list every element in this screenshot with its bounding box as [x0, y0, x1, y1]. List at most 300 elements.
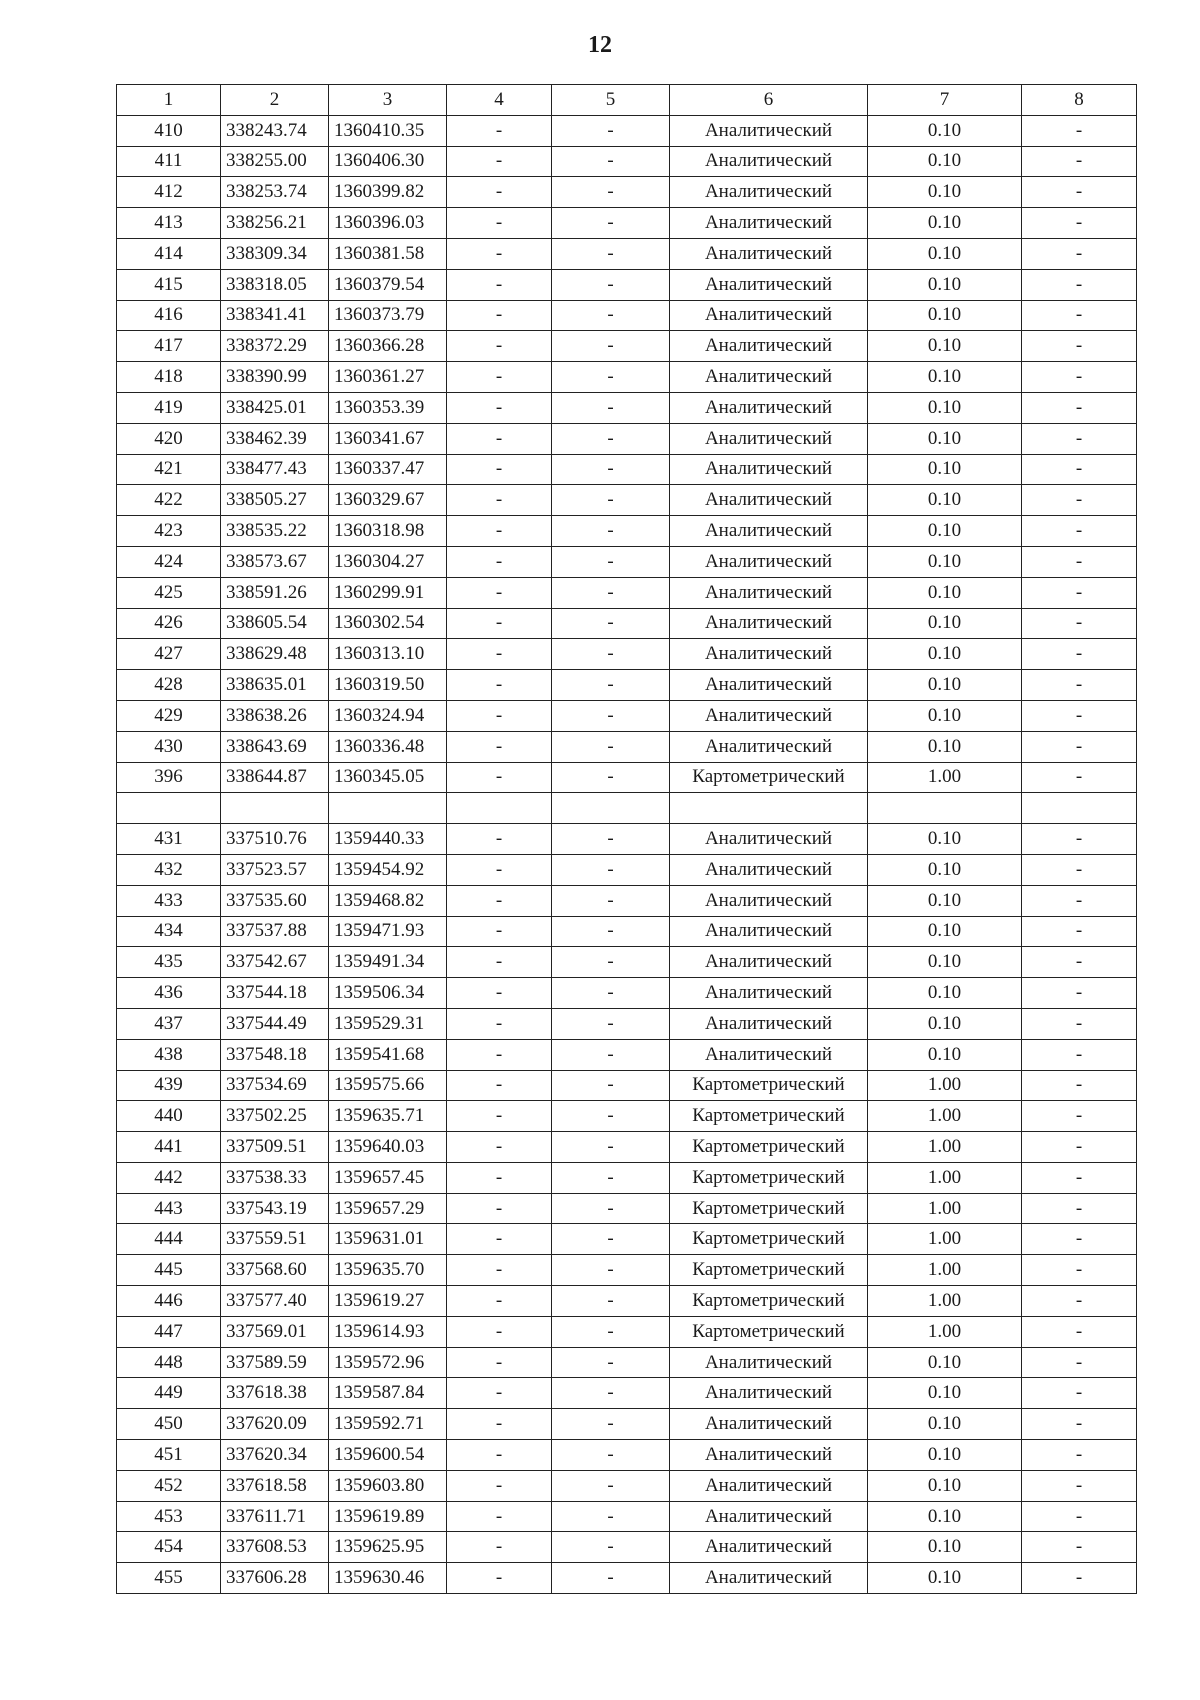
- col-8-cell: -: [1022, 700, 1137, 731]
- coord-x-cell: 338309.34: [221, 238, 329, 269]
- accuracy-cell: 0.10: [868, 238, 1022, 269]
- accuracy-cell: 0.10: [868, 1501, 1022, 1532]
- coord-y-cell: 1360341.67: [329, 423, 447, 454]
- coord-y-cell: 1359468.82: [329, 885, 447, 916]
- accuracy-cell: 0.10: [868, 731, 1022, 762]
- col-8-cell: -: [1022, 639, 1137, 670]
- col-8-cell: -: [1022, 762, 1137, 793]
- coord-y-cell: 1359619.27: [329, 1286, 447, 1317]
- table-row: [117, 854, 1137, 885]
- method-cell: Аналитический: [670, 1532, 868, 1563]
- coord-x-cell: 337535.60: [221, 885, 329, 916]
- accuracy-cell: 0.10: [868, 115, 1022, 146]
- coord-y-cell: 1360336.48: [329, 731, 447, 762]
- col-4-cell: -: [447, 577, 552, 608]
- col-4-cell: -: [447, 670, 552, 701]
- col-8-cell: -: [1022, 1101, 1137, 1132]
- table-row: [117, 1132, 1137, 1163]
- coord-x-cell: 338635.01: [221, 670, 329, 701]
- col-8-cell: -: [1022, 1440, 1137, 1471]
- method-cell: Аналитический: [670, 300, 868, 331]
- method-cell: Аналитический: [670, 608, 868, 639]
- coord-x-cell: 338341.41: [221, 300, 329, 331]
- table-row: [117, 1162, 1137, 1193]
- coord-x-cell: 338505.27: [221, 485, 329, 516]
- col-4-cell: -: [447, 546, 552, 577]
- column-header-1: 1: [117, 85, 221, 116]
- method-cell: Аналитический: [670, 238, 868, 269]
- col-8-cell: -: [1022, 1008, 1137, 1039]
- coord-y-cell: 1359600.54: [329, 1440, 447, 1471]
- coord-x-cell: 338372.29: [221, 331, 329, 362]
- method-cell: Аналитический: [670, 885, 868, 916]
- point-number-cell: 410: [117, 115, 221, 146]
- method-cell: Картометрический: [670, 1224, 868, 1255]
- coord-y-cell: 1360345.05: [329, 762, 447, 793]
- col-8-cell: -: [1022, 1563, 1137, 1594]
- point-number-cell: 431: [117, 824, 221, 855]
- point-number-cell: 449: [117, 1378, 221, 1409]
- coord-y-cell: 1359506.34: [329, 978, 447, 1009]
- column-header-4: 4: [447, 85, 552, 116]
- method-cell: Аналитический: [670, 700, 868, 731]
- table-row: [117, 1440, 1137, 1471]
- method-cell: Аналитический: [670, 331, 868, 362]
- coord-y-cell: 1360299.91: [329, 577, 447, 608]
- coord-y-cell: 1359635.70: [329, 1255, 447, 1286]
- coord-x-cell: 337620.34: [221, 1440, 329, 1471]
- method-cell: Аналитический: [670, 485, 868, 516]
- col-4-cell: -: [447, 1347, 552, 1378]
- table-row: [117, 700, 1137, 731]
- col-5-cell: -: [552, 1470, 670, 1501]
- table-header: [117, 85, 1137, 116]
- col-5-cell: -: [552, 670, 670, 701]
- coord-x-cell: 337542.67: [221, 947, 329, 978]
- point-number-cell: 436: [117, 978, 221, 1009]
- col-5-cell: -: [552, 824, 670, 855]
- col-5-cell: -: [552, 516, 670, 547]
- accuracy-cell: 1.00: [868, 1316, 1022, 1347]
- method-cell: Аналитический: [670, 546, 868, 577]
- point-number-cell: 445: [117, 1255, 221, 1286]
- table-row: [117, 1316, 1137, 1347]
- table-body: [117, 115, 1137, 1593]
- col-8-cell: -: [1022, 546, 1137, 577]
- col-8-cell: -: [1022, 362, 1137, 393]
- table-row: [117, 269, 1137, 300]
- col-8-cell: -: [1022, 824, 1137, 855]
- method-cell: Аналитический: [670, 146, 868, 177]
- point-number-cell: 420: [117, 423, 221, 454]
- method-cell: Картометрический: [670, 762, 868, 793]
- col-4-cell: -: [447, 362, 552, 393]
- table-row: [117, 1070, 1137, 1101]
- col-4-cell: -: [447, 1316, 552, 1347]
- coord-y-cell: 1359471.93: [329, 916, 447, 947]
- table-row: [117, 177, 1137, 208]
- coord-x-cell: 338573.67: [221, 546, 329, 577]
- point-number-cell: 427: [117, 639, 221, 670]
- header-row: [117, 85, 1137, 116]
- col-8-cell: -: [1022, 423, 1137, 454]
- point-number-cell: 418: [117, 362, 221, 393]
- coord-x-cell: [221, 793, 329, 824]
- col-8-cell: -: [1022, 177, 1137, 208]
- col-8-cell: -: [1022, 916, 1137, 947]
- point-number-cell: 396: [117, 762, 221, 793]
- col-8-cell: -: [1022, 516, 1137, 547]
- accuracy-cell: 0.10: [868, 454, 1022, 485]
- coord-x-cell: 337534.69: [221, 1070, 329, 1101]
- accuracy-cell: 0.10: [868, 146, 1022, 177]
- col-8-cell: -: [1022, 978, 1137, 1009]
- coord-x-cell: 337548.18: [221, 1039, 329, 1070]
- col-8-cell: -: [1022, 731, 1137, 762]
- col-8-cell: -: [1022, 854, 1137, 885]
- table-row: [117, 947, 1137, 978]
- coord-y-cell: 1360302.54: [329, 608, 447, 639]
- table-row: [117, 1101, 1137, 1132]
- col-5-cell: -: [552, 177, 670, 208]
- coord-x-cell: 337611.71: [221, 1501, 329, 1532]
- col-5-cell: -: [552, 1224, 670, 1255]
- method-cell: Картометрический: [670, 1255, 868, 1286]
- method-cell: Аналитический: [670, 639, 868, 670]
- accuracy-cell: 0.10: [868, 362, 1022, 393]
- col-4-cell: -: [447, 731, 552, 762]
- col-8-cell: -: [1022, 1162, 1137, 1193]
- point-number-cell: 444: [117, 1224, 221, 1255]
- point-number-cell: 442: [117, 1162, 221, 1193]
- method-cell: Аналитический: [670, 854, 868, 885]
- accuracy-cell: 1.00: [868, 1193, 1022, 1224]
- accuracy-cell: 1.00: [868, 1132, 1022, 1163]
- table-row: [117, 824, 1137, 855]
- point-number-cell: 434: [117, 916, 221, 947]
- accuracy-cell: [868, 793, 1022, 824]
- table-row: [117, 1501, 1137, 1532]
- coord-x-cell: 338644.87: [221, 762, 329, 793]
- col-4-cell: -: [447, 115, 552, 146]
- col-8-cell: -: [1022, 1409, 1137, 1440]
- point-number-cell: 429: [117, 700, 221, 731]
- coord-x-cell: 338425.01: [221, 392, 329, 423]
- col-4-cell: -: [447, 1470, 552, 1501]
- table-row: [117, 1347, 1137, 1378]
- col-8-cell: -: [1022, 1193, 1137, 1224]
- col-4-cell: -: [447, 1132, 552, 1163]
- col-5-cell: -: [552, 454, 670, 485]
- col-4-cell: -: [447, 300, 552, 331]
- method-cell: Аналитический: [670, 115, 868, 146]
- coord-y-cell: 1360329.67: [329, 485, 447, 516]
- coord-y-cell: 1360353.39: [329, 392, 447, 423]
- point-number-cell: 419: [117, 392, 221, 423]
- coord-y-cell: 1359630.46: [329, 1563, 447, 1594]
- accuracy-cell: 1.00: [868, 1162, 1022, 1193]
- accuracy-cell: 0.10: [868, 546, 1022, 577]
- accuracy-cell: 0.10: [868, 608, 1022, 639]
- coord-y-cell: 1360406.30: [329, 146, 447, 177]
- col-5-cell: -: [552, 1532, 670, 1563]
- col-4-cell: -: [447, 392, 552, 423]
- coord-y-cell: 1359592.71: [329, 1409, 447, 1440]
- method-cell: Аналитический: [670, 269, 868, 300]
- table-row: [117, 454, 1137, 485]
- coord-x-cell: 337618.58: [221, 1470, 329, 1501]
- col-5-cell: -: [552, 885, 670, 916]
- col-5-cell: -: [552, 1347, 670, 1378]
- coord-x-cell: 338629.48: [221, 639, 329, 670]
- method-cell: Аналитический: [670, 423, 868, 454]
- coord-y-cell: 1359587.84: [329, 1378, 447, 1409]
- coord-y-cell: 1359541.68: [329, 1039, 447, 1070]
- accuracy-cell: 0.10: [868, 516, 1022, 547]
- coord-y-cell: 1359631.01: [329, 1224, 447, 1255]
- col-8-cell: -: [1022, 146, 1137, 177]
- col-4-cell: -: [447, 177, 552, 208]
- coord-x-cell: 338591.26: [221, 577, 329, 608]
- method-cell: Аналитический: [670, 1409, 868, 1440]
- method-cell: Аналитический: [670, 1563, 868, 1594]
- accuracy-cell: 0.10: [868, 177, 1022, 208]
- coord-y-cell: 1360366.28: [329, 331, 447, 362]
- accuracy-cell: 1.00: [868, 1224, 1022, 1255]
- col-8-cell: -: [1022, 454, 1137, 485]
- col-5-cell: -: [552, 1316, 670, 1347]
- coordinates-table: [116, 84, 1137, 1594]
- point-number-cell: 448: [117, 1347, 221, 1378]
- accuracy-cell: 0.10: [868, 208, 1022, 239]
- table-row: [117, 516, 1137, 547]
- col-4-cell: -: [447, 1563, 552, 1594]
- accuracy-cell: 0.10: [868, 947, 1022, 978]
- coord-y-cell: 1360381.58: [329, 238, 447, 269]
- coord-x-cell: 337510.76: [221, 824, 329, 855]
- col-5-cell: -: [552, 208, 670, 239]
- point-number-cell: 438: [117, 1039, 221, 1070]
- coord-y-cell: 1359640.03: [329, 1132, 447, 1163]
- accuracy-cell: 0.10: [868, 1008, 1022, 1039]
- col-5-cell: -: [552, 639, 670, 670]
- point-number-cell: 415: [117, 269, 221, 300]
- coord-y-cell: 1360313.10: [329, 639, 447, 670]
- coord-y-cell: 1359575.66: [329, 1070, 447, 1101]
- column-header-2: 2: [221, 85, 329, 116]
- coord-x-cell: 338638.26: [221, 700, 329, 731]
- col-4-cell: [447, 793, 552, 824]
- column-header-8: 8: [1022, 85, 1137, 116]
- point-number-cell: 421: [117, 454, 221, 485]
- method-cell: Аналитический: [670, 177, 868, 208]
- point-number-cell: 428: [117, 670, 221, 701]
- table-row: [117, 1409, 1137, 1440]
- col-5-cell: -: [552, 1378, 670, 1409]
- coord-y-cell: [329, 793, 447, 824]
- col-4-cell: -: [447, 1193, 552, 1224]
- col-4-cell: -: [447, 916, 552, 947]
- coord-x-cell: 337559.51: [221, 1224, 329, 1255]
- col-4-cell: -: [447, 269, 552, 300]
- table-row: [117, 1193, 1137, 1224]
- col-4-cell: -: [447, 1070, 552, 1101]
- col-4-cell: -: [447, 454, 552, 485]
- coord-x-cell: 337577.40: [221, 1286, 329, 1317]
- coord-y-cell: 1360410.35: [329, 115, 447, 146]
- col-4-cell: -: [447, 1532, 552, 1563]
- col-5-cell: -: [552, 362, 670, 393]
- point-number-cell: 423: [117, 516, 221, 547]
- point-number-cell: 432: [117, 854, 221, 885]
- method-cell: Аналитический: [670, 947, 868, 978]
- point-number-cell: 441: [117, 1132, 221, 1163]
- col-5-cell: -: [552, 238, 670, 269]
- coord-x-cell: 338318.05: [221, 269, 329, 300]
- col-5-cell: -: [552, 1193, 670, 1224]
- col-4-cell: -: [447, 146, 552, 177]
- coord-x-cell: 337618.38: [221, 1378, 329, 1409]
- coord-y-cell: 1360399.82: [329, 177, 447, 208]
- point-number-cell: 447: [117, 1316, 221, 1347]
- method-cell: Картометрический: [670, 1101, 868, 1132]
- coord-x-cell: 338477.43: [221, 454, 329, 485]
- point-number-cell: 426: [117, 608, 221, 639]
- col-8-cell: [1022, 793, 1137, 824]
- coord-x-cell: 338605.54: [221, 608, 329, 639]
- coord-x-cell: 337608.53: [221, 1532, 329, 1563]
- col-8-cell: -: [1022, 1470, 1137, 1501]
- col-5-cell: -: [552, 423, 670, 454]
- accuracy-cell: 0.10: [868, 392, 1022, 423]
- column-header-6: 6: [670, 85, 868, 116]
- accuracy-cell: 0.10: [868, 1532, 1022, 1563]
- col-5-cell: -: [552, 608, 670, 639]
- table-row: [117, 146, 1137, 177]
- point-number-cell: 425: [117, 577, 221, 608]
- table-row-blank: [117, 793, 1137, 824]
- coord-y-cell: 1360304.27: [329, 546, 447, 577]
- coord-x-cell: 337544.49: [221, 1008, 329, 1039]
- table-row: [117, 1039, 1137, 1070]
- col-5-cell: -: [552, 1563, 670, 1594]
- point-number-cell: 439: [117, 1070, 221, 1101]
- method-cell: Картометрический: [670, 1132, 868, 1163]
- method-cell: Аналитический: [670, 1008, 868, 1039]
- coord-x-cell: 337537.88: [221, 916, 329, 947]
- coord-y-cell: 1359614.93: [329, 1316, 447, 1347]
- coord-x-cell: 337543.19: [221, 1193, 329, 1224]
- table-row: [117, 392, 1137, 423]
- method-cell: Аналитический: [670, 516, 868, 547]
- table-row: [117, 731, 1137, 762]
- col-4-cell: -: [447, 1378, 552, 1409]
- coord-x-cell: 338643.69: [221, 731, 329, 762]
- col-8-cell: -: [1022, 1132, 1137, 1163]
- col-8-cell: -: [1022, 269, 1137, 300]
- method-cell: Аналитический: [670, 670, 868, 701]
- col-5-cell: -: [552, 700, 670, 731]
- col-5-cell: -: [552, 577, 670, 608]
- col-8-cell: -: [1022, 1286, 1137, 1317]
- point-number-cell: 422: [117, 485, 221, 516]
- coord-y-cell: 1359572.96: [329, 1347, 447, 1378]
- method-cell: Картометрический: [670, 1316, 868, 1347]
- accuracy-cell: 1.00: [868, 1255, 1022, 1286]
- table-row: [117, 331, 1137, 362]
- accuracy-cell: 0.10: [868, 423, 1022, 454]
- accuracy-cell: 0.10: [868, 1039, 1022, 1070]
- col-5-cell: -: [552, 1501, 670, 1532]
- table-row: [117, 762, 1137, 793]
- col-4-cell: -: [447, 885, 552, 916]
- method-cell: Аналитический: [670, 362, 868, 393]
- col-5-cell: -: [552, 1440, 670, 1471]
- method-cell: Аналитический: [670, 208, 868, 239]
- col-4-cell: -: [447, 1440, 552, 1471]
- col-4-cell: -: [447, 1501, 552, 1532]
- col-4-cell: -: [447, 824, 552, 855]
- col-5-cell: -: [552, 269, 670, 300]
- col-5-cell: -: [552, 546, 670, 577]
- coord-x-cell: 337620.09: [221, 1409, 329, 1440]
- coord-y-cell: 1359625.95: [329, 1532, 447, 1563]
- point-number-cell: 416: [117, 300, 221, 331]
- col-4-cell: -: [447, 1162, 552, 1193]
- table-row: [117, 300, 1137, 331]
- col-8-cell: -: [1022, 608, 1137, 639]
- col-5-cell: -: [552, 854, 670, 885]
- col-4-cell: -: [447, 423, 552, 454]
- col-5-cell: -: [552, 1101, 670, 1132]
- method-cell: [670, 793, 868, 824]
- accuracy-cell: 0.10: [868, 1440, 1022, 1471]
- point-number-cell: 437: [117, 1008, 221, 1039]
- table-row: [117, 608, 1137, 639]
- col-8-cell: -: [1022, 1316, 1137, 1347]
- method-cell: Картометрический: [670, 1286, 868, 1317]
- coord-y-cell: 1360373.79: [329, 300, 447, 331]
- page-number: 12: [588, 32, 612, 58]
- table-row: [117, 362, 1137, 393]
- method-cell: Аналитический: [670, 577, 868, 608]
- column-header-7: 7: [868, 85, 1022, 116]
- col-8-cell: -: [1022, 485, 1137, 516]
- coord-x-cell: 337569.01: [221, 1316, 329, 1347]
- coord-x-cell: 337502.25: [221, 1101, 329, 1132]
- column-header-5: 5: [552, 85, 670, 116]
- coord-x-cell: 337523.57: [221, 854, 329, 885]
- table-row: [117, 916, 1137, 947]
- coord-y-cell: 1359657.29: [329, 1193, 447, 1224]
- col-8-cell: -: [1022, 1255, 1137, 1286]
- col-5-cell: -: [552, 1039, 670, 1070]
- col-8-cell: -: [1022, 577, 1137, 608]
- col-4-cell: -: [447, 700, 552, 731]
- accuracy-cell: 0.10: [868, 577, 1022, 608]
- col-4-cell: -: [447, 639, 552, 670]
- col-8-cell: -: [1022, 238, 1137, 269]
- point-number-cell: 433: [117, 885, 221, 916]
- coord-y-cell: 1360361.27: [329, 362, 447, 393]
- col-4-cell: -: [447, 1255, 552, 1286]
- table-row: [117, 1255, 1137, 1286]
- col-4-cell: -: [447, 208, 552, 239]
- col-5-cell: -: [552, 1132, 670, 1163]
- col-5-cell: -: [552, 978, 670, 1009]
- coord-x-cell: 338535.22: [221, 516, 329, 547]
- col-4-cell: -: [447, 854, 552, 885]
